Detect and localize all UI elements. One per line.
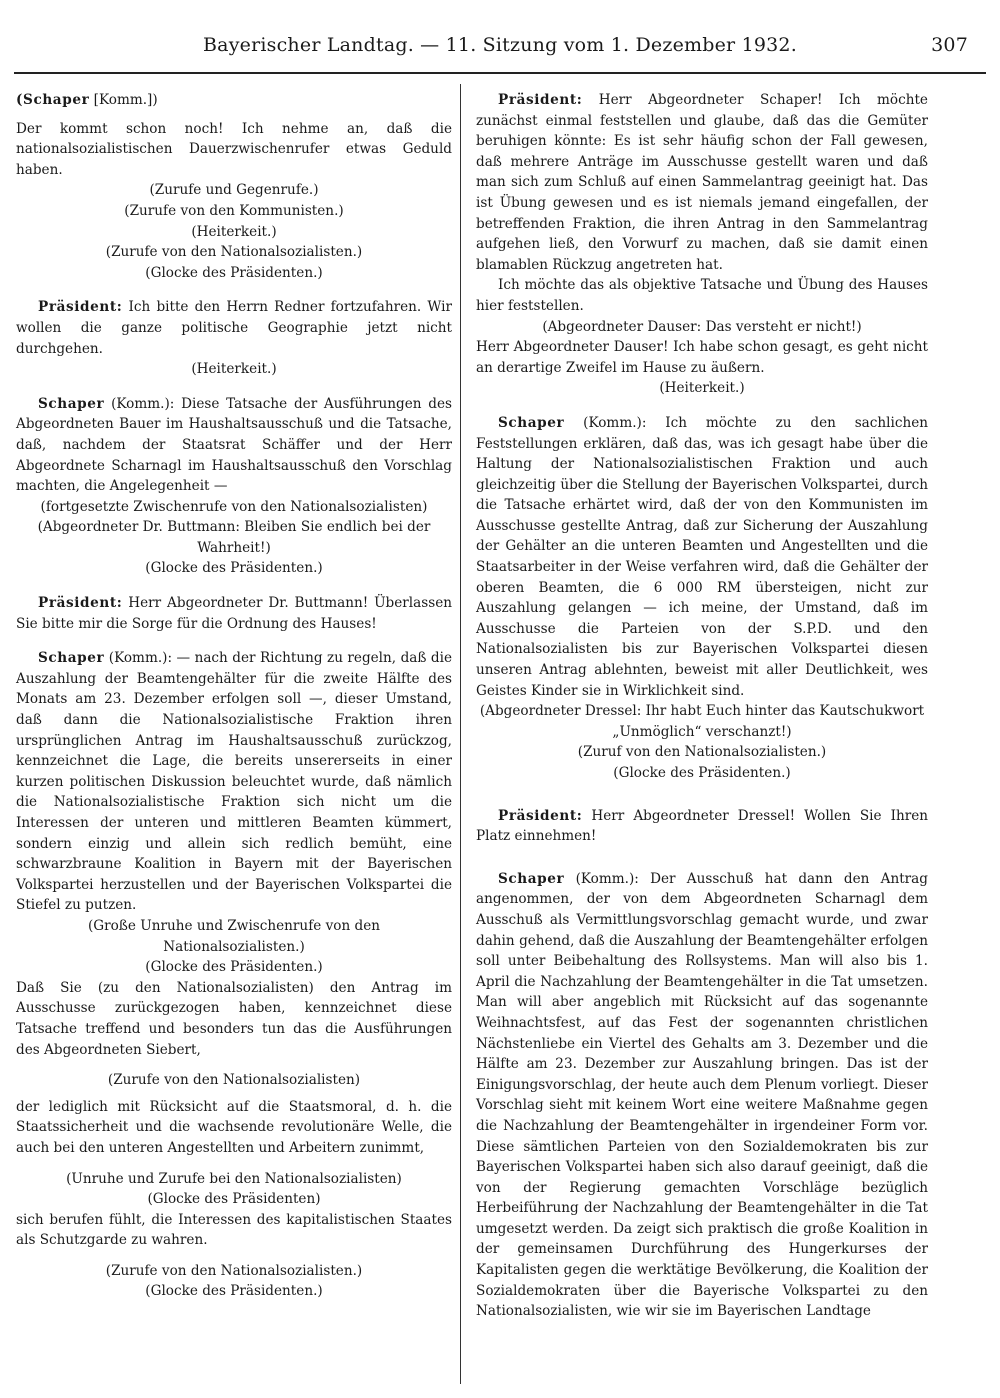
speech-text: Herr Abgeordneter Dressel! Wollen Sie Ihren Platz einnehmen!: [476, 807, 929, 845]
speaker-party: (Komm.):: [583, 414, 647, 431]
interjection: (Zuruf von den Nationalsozialisten.): [577, 744, 827, 761]
speaker-block: [16, 90, 452, 111]
speech-text: sich berufen fühlt, die Interessen des kapitalistischen Staates als Schutzgarde zu wahren.: [16, 1211, 452, 1249]
interjection: (Heiterkeit.): [659, 380, 745, 397]
speaker-name: Schaper: [38, 395, 105, 412]
speaker-name: Präsident:: [38, 299, 123, 316]
speaker-name: Präsident:: [498, 807, 583, 824]
speaker-name: Präsident:: [38, 595, 123, 612]
right-column: [476, 86, 928, 1322]
interjection: (Heiterkeit.): [191, 361, 277, 378]
interjection: (Abgeordneter Dr. Buttmann: Bleiben Sie endlich bei der Wahrheit!): [37, 519, 431, 556]
speech-text: Der Ausschuß hat dann den Antrag angenommen, der von dem Abgeordneten Scharnagl dem Ausschuß als Vermittlungsvorschlag gemacht wurde, und zwar dahin gehend, daß die Auszahlung der Beamtengehälter erfolgen soll unter Beibehaltung des Rollsystems. Man will also bis 1. April die Nachzahlung der Beamtengehälter in die Tat umsetzen. Man will aber angeblich mit Rücksicht auf das sogenannte Weihnachtsfest, auf das Fest der sogenannten christlichen Nächstenliebe ein Viertel des Gehalts am 3. Dezember und die Hälfte am 23. Dezember zur Auszahlung bringen. Das ist der Einigungsvorschlag, der heute auch dem Plenum vorliegt. Dieser Vorschlag sieht mit keinem Wort eine weitere Maßnahme gegen die Nachzahlung der Beamtengehälter in irgendeiner Form vor. Diese sämtlichen Parteien von den Sozialdemokraten bis zur Bayerischen Volkspartei haben sich also darauf geeinigt, daß die von der Regierung gemachten Vorschläge bezüglich Herbeiführung der Nachzahlung der Beamtengehälter in die Tat umgesetzt werden. Da zeigt sich praktisch die große Koalition in der gemeinsamen Durchführung des Hungerkurses der Kapitalisten gegen die werktätige Bevölkerung, die Koalition der Sozialdemokraten über die Bayerische Volkspartei zu den Nationalsozialisten, wie wir sie im Bayerischen Landtage: [476, 870, 928, 1320]
interjection: (Zurufe und Gegenrufe.): [149, 182, 319, 199]
left-column: [16, 86, 452, 1302]
speech-text: Ich möchte das als objektive Tatsache und Übung des Hauses hier feststellen.: [476, 277, 928, 314]
column-separator: [460, 84, 461, 1384]
interjection: (Glocke des Präsidenten.): [145, 959, 323, 976]
speech-text: der lediglich mit Rücksicht auf die Staatsmoral, d. h. die Staatssicherheit und die wachsende revolutionäre Welle, die auch bei den unteren Angestellten und Arbeitern zunimmt,: [16, 1098, 452, 1156]
speaker-name: Schaper: [498, 870, 565, 887]
speech-text: Herr Abgeordneter Dauser! Ich habe schon gesagt, es geht nicht an derartige Zweifel im Hause zu äußern.: [476, 339, 928, 376]
page-number: 307: [931, 34, 968, 56]
speech-text: Daß Sie (zu den Nationalsozialisten) den Antrag im Ausschusse zurückgezogen haben, kennzeichnet diese Tatsache treffend und besonders tun das die Ausführungen des Abgeordneten Siebert,: [16, 979, 452, 1058]
header-rule: [14, 72, 986, 74]
speaker-party: (Komm.):: [111, 395, 175, 412]
speech-text: — nach der Richtung zu regeln, daß die Auszahlung der Beamtengehälter für die zweite Hälfte des Monats am 23. Dezember erfolgen soll —, dieser Umstand, daß dann die Nationalsozialistische Fraktion ihren ursprünglichen Antrag im Haushaltsausschuß zurückzog, kennzeichnet die Lage, die bereits unsererseits in einer kurzen politischen Diskussion beleuchtet wurde, daß nämlich die Nationalsozialistische Fraktion sich nicht um die Interessen der unteren und mittleren Beamten kümmert, sondern einzig und allein sich redlich bemüht, eine schwarzbraune Koalition in Bayern mit der Bayerischen Volkspartei herzustellen und der Bayerischen Volkspartei die Stiefel zu putzen.: [16, 650, 453, 914]
speaker-block: [16, 648, 452, 916]
speech-text: Diese Tatsache der Ausführungen des Abgeordneten Bauer im Haushaltsausschuß und die Tatsache, daß, nachdem der Staatsrat Schäffer und der Herr Abgeordnete Scharnagl im Haushaltsausschuß den Vorschlag machten, die Angelegenheit —: [16, 395, 452, 495]
speaker-block: [16, 297, 452, 359]
interjection: (Glocke des Präsidenten.): [145, 1283, 323, 1300]
speaker-block: [476, 413, 928, 701]
speech-text: Ich bitte den Herrn Redner fortzufahren. Wir wollen die ganze politische Geographie jetzt nicht durchgehen.: [16, 299, 452, 357]
speech-text: Herr Abgeordneter Dr. Buttmann! Überlassen Sie bitte mir die Sorge für die Ordnung des Hauses!: [16, 595, 452, 632]
speaker-block: [476, 806, 928, 847]
interjection: (Glocke des Präsidenten.): [613, 765, 791, 781]
speaker-name: Schaper: [38, 650, 105, 667]
speech-text: Ich möchte zu den sachlichen Feststellungen erklären, daß das, was ich gesagt habe über die Haltung der Nationalsozialistischen Fraktion und auch gleichzeitig über die Stellung der Bayerischen Volkspartei, durch die Tatsache erhärtet wird, daß der von den Kommunisten im Ausschusse gestellte Antrag, daß zur Sicherung der Auszahlung der Gehälter an die unteren Beamten und Angestellten und die Staatsarbeiter in der Weise verfahren wird, daß die Gehälter der oberen Beamten, die 6 000 RM übersteigen, nicht zur Auszahlung gelangen — ich meine, der Umstand, daß im Ausschusse die Parteien von der S.P.D. und den Nationalsozialisten bis zur Bayerischen Volkspartei diesen unseren Antrag ablehnten, beweist mit aller Deutlichkeit, wes Geistes Kinder sie in Wirklichkeit sind.: [476, 414, 929, 699]
interjection: (Abgeordneter Dauser: Das versteht er nicht!): [542, 318, 862, 335]
interjection: (Zurufe von den Kommunisten.): [124, 202, 344, 219]
speech-text: Herr Abgeordneter Schaper! Ich möchte zunächst einmal feststellen und glaube, daß das die Gemüter beruhigen könnte: Es ist sehr häufig schon der Fall gewesen, daß mehrere Anträge im Ausschusse gestellt waren und daß man sich zum Schluß auf einen Sammelantrag geeinigt hat. Das ist Übung gewesen und es ist niemals jemand eingefallen, der betreffenden Fraktion, die ihren Antrag in den Sammelantrag aufgehen ließ, den Vorwurf zu machen, daß sie damit einen blamablen Rückzug angetreten hat.: [476, 92, 928, 273]
interjection: (Zurufe von den Nationalsozialisten.): [105, 244, 363, 261]
interjection: (Glocke des Präsidenten.): [145, 560, 323, 577]
interjection: (Glocke des Präsidenten): [147, 1191, 321, 1208]
speaker-party: (Komm.):: [575, 870, 639, 887]
speaker-name: (Schaper: [16, 92, 90, 108]
speaker-party: [Komm.]): [93, 92, 158, 108]
speaker-block: [476, 869, 928, 1322]
running-header: [14, 34, 986, 68]
speech-text: Der kommt schon noch! Ich nehme an, daß die nationalsozialistischen Dauerzwischenrufer etwas Geduld haben.: [16, 120, 452, 178]
interjection: (fortgesetzte Zwischenrufe von den Nationalsozialisten): [40, 498, 428, 515]
interjection: (Große Unruhe und Zwischenrufe von den Nationalsozialisten.): [87, 917, 381, 955]
speaker-block: [476, 90, 928, 275]
interjection: (Heiterkeit.): [191, 223, 277, 240]
interjection: (Zurufe von den Nationalsozialisten): [107, 1072, 361, 1089]
speaker-block: [16, 593, 452, 634]
interjection: (Abgeordneter Dressel: Ihr habt Euch hinter das Kautschukwort „Unmöglich“ verschanzt!): [479, 703, 925, 740]
interjection: (Zurufe von den Nationalsozialisten.): [105, 1262, 363, 1279]
speaker-block: [16, 394, 452, 497]
interjection: (Glocke des Präsidenten.): [145, 264, 323, 281]
speaker-name: Schaper: [498, 414, 565, 431]
interjection: (Unruhe und Zurufe bei den Nationalsozialisten): [66, 1170, 402, 1187]
speaker-party: (Komm.):: [108, 650, 173, 667]
speaker-name: Präsident:: [498, 92, 583, 108]
header-title: Bayerischer Landtag. — 11. Sitzung vom 1. Dezember 1932.: [203, 34, 797, 56]
